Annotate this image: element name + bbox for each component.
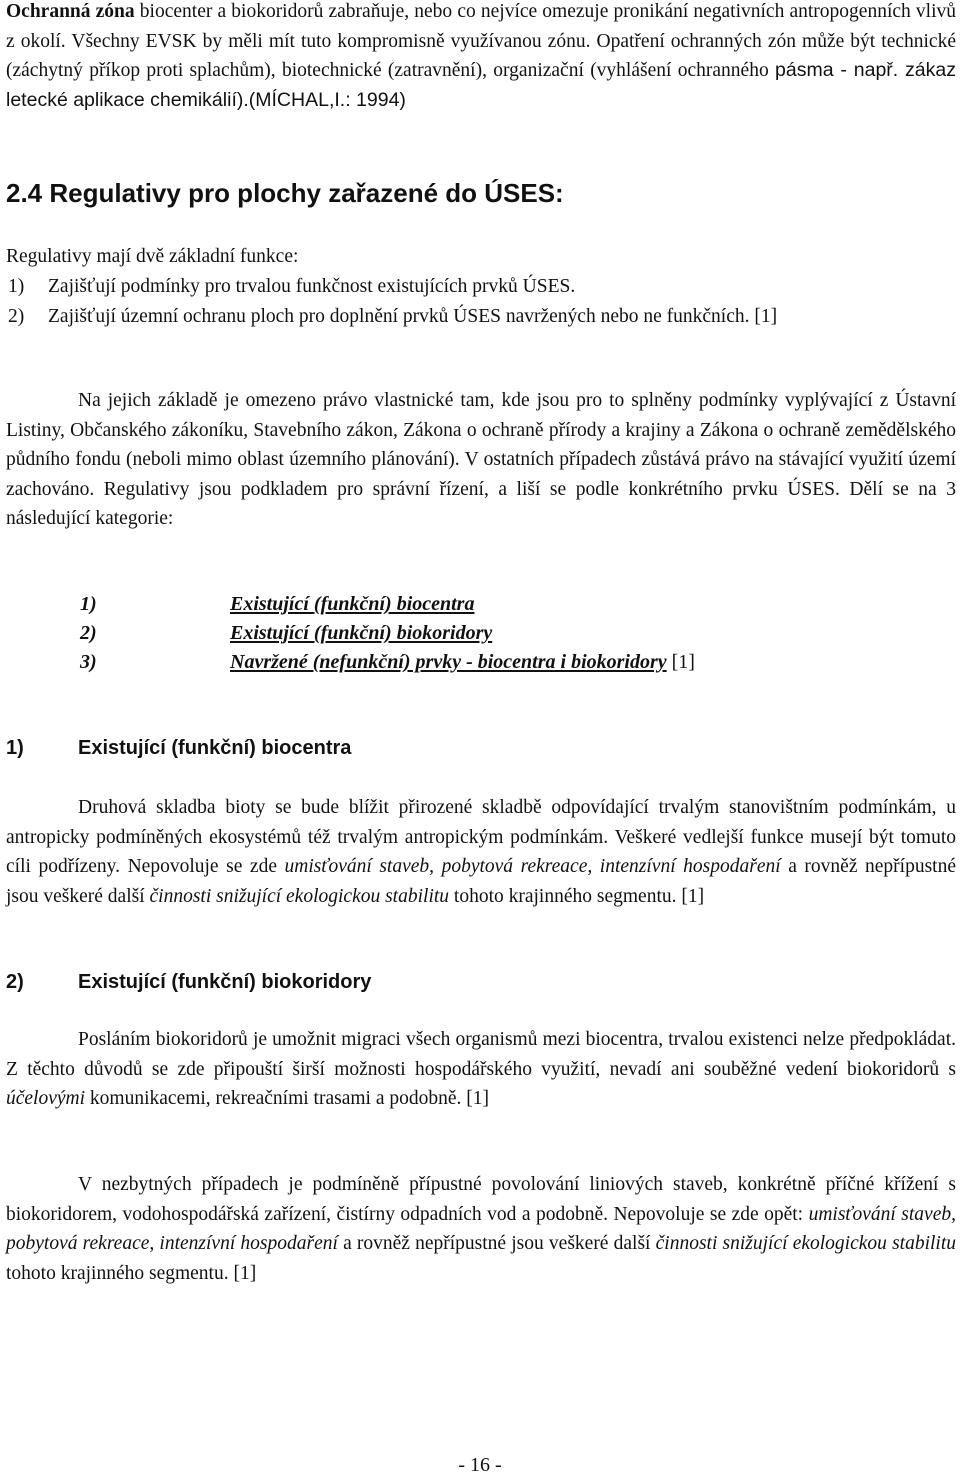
protective-zone-text: biocenter a biokoridorů zabraňuje, nebo co nejvíce omezuje pronikání negativních antropogenních vlivů z okolí. Všechny EVSK by měli mít tuto kompromisně využívanou zónu. Opatření ochranných zón může být technické (záchytný příkop proti splachům), biotechnické (zatravnění), organizační (vyhlášení ochranného [6, 1, 957, 81]
category-ref: [1] [666, 651, 695, 673]
list-item-text: Zajišťují podmínky pro trvalou funkčnost existujících prvků ÚSES. [48, 276, 576, 297]
text-run: Druhová skladba bioty se bude blížit přirozené skladbě odpovídající trvalým stanovištním podmínkám, u antropicky podmíněných ekosystémů též trvalým antropickým podmínkám. Veškeré vedlejší funkce musejí být tomuto cíli podřízeny. Nepovoluje se zde [6, 797, 956, 877]
list-item-number: 1) [8, 276, 25, 297]
functions-intro: Regulativy mají dvě základní funkce: [6, 246, 299, 267]
emphasis-text: umisťování staveb, pobytová rekreace, intenzívní hospodaření [6, 1203, 956, 1254]
text-run: V nezbytných případech je podmíněně přípustné povolování liniových staveb, konkrétně příčné křížení s biokoridorem, vodohospodářská zařízení, čistírny odpadních vod a podobně. Nepovoluje se zde opět: [6, 1174, 956, 1225]
list-item [6, 302, 956, 332]
emphasis-text: činnosti snižující ekologickou stabilitu [655, 1233, 956, 1254]
category-item [6, 648, 956, 677]
protective-zone-paragraph [6, 0, 956, 115]
subsection-2-paragraph-2 [6, 1170, 956, 1288]
category-number: 1) [80, 593, 97, 615]
subsection-title: Existující (funkční) biokoridory [78, 971, 372, 993]
subsection-number: 2) [6, 971, 24, 993]
text-run: tohoto krajinného segmentu. [1] [6, 1262, 257, 1284]
legal-paragraph: Na jejich základě je omezeno právo vlastnické tam, kde jsou pro to splněny podmínky vyplývající z Ústavní Listiny, Občanského zákoníku, Stavebního zákon, Zákona o ochraně přírody a krajiny a Zákona o ochraně zemědělského půdního fondu (neboli mimo oblast územního plánování). V ostatních případech zůstává právo na stávající využití území zachováno. Regulativy jsou podkladem pro správní řízení, a liší se podle konkrétního prvku ÚSES. Dělí se na 3 následující kategorie: [6, 390, 956, 529]
categories-list [6, 590, 956, 677]
text-run: a rovněž nepřípustné jsou veškeré další [337, 1233, 656, 1254]
category-label: Existující (funkční) biocentra [230, 593, 475, 615]
category-number: 2) [80, 622, 97, 644]
category-item [6, 619, 956, 648]
protective-zone-term: Ochranná zóna [6, 1, 135, 22]
subsection-1-heading [6, 733, 956, 763]
protective-zone-citation: pásma - např. zákaz letecké aplikace chemikálií).(MÍCHAL,I.: 1994) [6, 59, 956, 111]
subsection-1-paragraph [6, 793, 956, 911]
category-number: 3) [80, 651, 97, 673]
list-item-number: 2) [8, 306, 25, 327]
emphasis-text: umisťování staveb, pobytová rekreace, intenzívní hospodaření [284, 856, 781, 877]
subsection-2-paragraph-1 [6, 1025, 956, 1114]
text-run: komunikacemi, rekreačními trasami a podobně. [1] [85, 1088, 489, 1109]
category-label: Existující (funkční) biokoridory [230, 622, 493, 644]
list-item [6, 272, 956, 302]
emphasis-text: účelovými [6, 1088, 86, 1109]
emphasis-text: činnosti snižující ekologickou stabilitu [149, 885, 450, 907]
section-heading: 2.4 Regulativy pro plochy zařazené do ÚSES: [6, 178, 564, 208]
list-item-text: Zajišťují územní ochranu ploch pro doplnění prvků ÚSES navržených nebo ne funkčních. [1] [48, 306, 778, 327]
text-run: a rovněž nepřípustné jsou veškeré další [6, 856, 957, 907]
subsection-number: 1) [6, 737, 24, 759]
category-label: Navržené (nefunkční) prvky - biocentra i biokoridory [230, 651, 667, 673]
page-number: - 16 - [458, 1454, 502, 1476]
subsection-title: Existující (funkční) biocentra [78, 737, 352, 759]
functions-block [6, 242, 956, 332]
text-run: tohoto krajinného segmentu. [1] [449, 885, 705, 907]
category-item [6, 590, 956, 619]
text-run: Posláním biokoridorů je umožnit migraci všech organismů mezi biocentra, trvalou existenci nelze předpokládat. Z těchto důvodů se zde připouští širší možnosti hospodářského využití, nevadí ani souběžné vedení biokoridorů s [6, 1029, 956, 1080]
subsection-2-heading [6, 967, 956, 997]
functions-list [6, 272, 956, 332]
